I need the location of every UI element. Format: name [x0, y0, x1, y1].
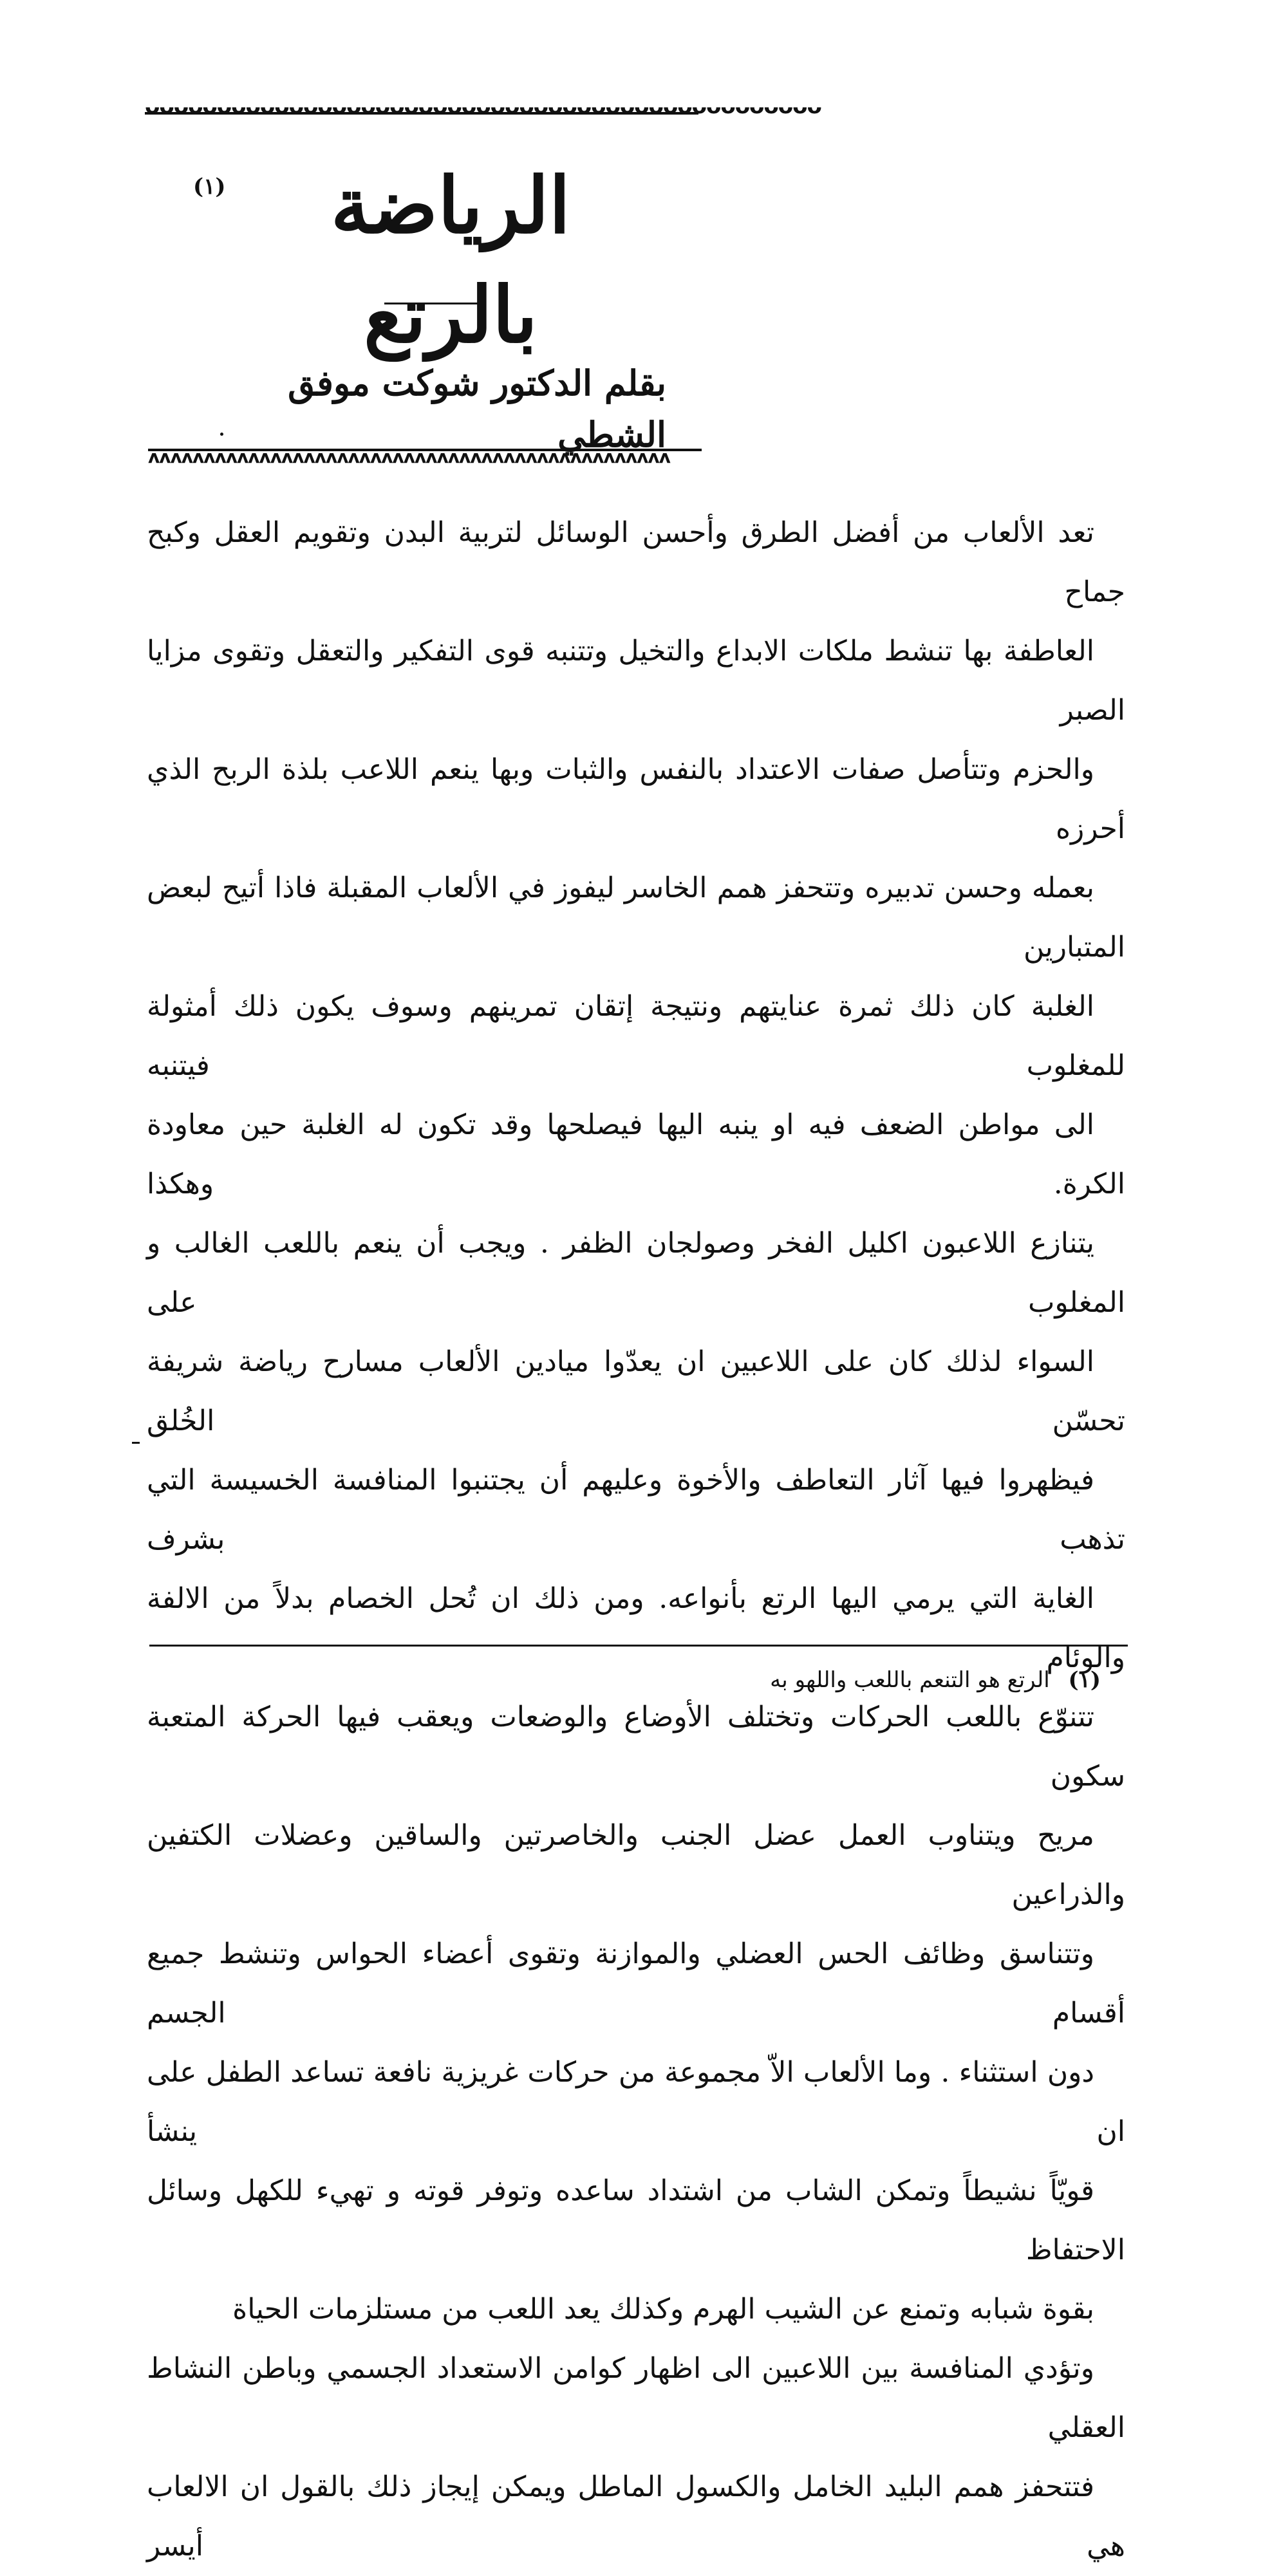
title-divider [384, 303, 483, 304]
title-footnote-marker: (١) [193, 174, 226, 200]
text-line: فتتحفز همم البليد الخامل والكسول الماطل ويمكن إيجاز ذلك بالقول ان الالعاب هي أيسر [147, 2470, 1125, 2562]
author-byline: بقلم الدكتور شوكت موفق الشطي [288, 362, 666, 455]
text-line: بقوة شبابه وتمنع عن الشيب الهرم وكذلك يعد اللعب من مستلزمات الحياة [232, 2293, 1094, 2326]
text-line: دون استثناء . وما الألعاب الاّ مجموعة من حركات غريزية نافعة تساعد الطفل على ان ينشأ [147, 2056, 1125, 2148]
footnote-divider [149, 1645, 1128, 1647]
text-line: فيظهروا فيها آثار التعاطف والأخوة وعليهم أن يجتنبوا المنافسة الخسيسة التي تذهب بشرف [147, 1464, 1125, 1556]
footnote [515, 1661, 1101, 1699]
text-line: تعد الألعاب من أفضل الطرق وأحسن الوسائل لتربية البدن وتقويم العقل وكبح جماح [147, 516, 1125, 608]
text-line: قويّاً نشيطاً وتمكن الشاب من اشتداد ساعده وتوفر قوته و تهيء للكهل وسائل الاحتفاظ [147, 2174, 1125, 2266]
text-line: والحزم وتتأصل صفات الاعتداد بالنفس والثبات وبها ينعم اللاعب بلذة الربح الذي أحرزه [147, 753, 1125, 845]
margin-mark [132, 1442, 140, 1444]
text-line: وتتناسق وظائف الحس العضلي والموازنة وتقوى أعضاء الحواس وتنشط جميع أقسام الجسم [147, 1937, 1125, 2030]
ornament-dot [220, 433, 223, 436]
paragraph-1 [147, 503, 1125, 1688]
text-line: بعمله وحسن تدبيره وتتحفز همم الخاسر ليفوز في الألعاب المقبلة فاذا أتيح لبعض المتبارين [147, 872, 1125, 964]
middle-ornament-border: ᴧᴧᴧᴧᴧᴧᴧᴧᴧᴧᴧᴧᴧᴧᴧᴧᴧᴧᴧᴧᴧᴧᴧᴧᴧᴧᴧᴧᴧᴧᴧᴧᴧᴧᴧᴧᴧᴧᴧᴧᴧᴧᴧᴧᴧᴧᴧ [148, 447, 702, 467]
text-line: وتؤدي المنافسة بين اللاعبين الى اظهار كوامن الاستعداد الجسمي وباطن النشاط العقلي [147, 2352, 1125, 2444]
top-ornament-border: ᴗᴗᴗᴗᴗᴗᴗᴗᴗᴗᴗᴗᴗᴗᴗᴗᴗᴗᴗᴗᴗᴗᴗᴗᴗᴗᴗᴗᴗᴗᴗᴗᴗᴗᴗᴗᴗᴗᴗᴗᴗᴗᴗᴗᴗᴗᴗ [145, 93, 821, 119]
text-line: الغاية التي يرمي اليها الرتع بأنواعه. ومن ذلك ان تُحل الخصام بدلاً من الالفة والوئام [147, 1582, 1125, 1674]
article-title: الرياضة بالرتع [330, 160, 571, 360]
article-body [147, 503, 1125, 2576]
text-line: مريح ويتناوب العمل عضل الجنب والخاصرتين والساقين وعضلات الكتفين والذراعين [147, 1819, 1125, 1911]
paragraph-2 [147, 1688, 1125, 2339]
text-line: الغلبة كان ذلك ثمرة عنايتهم ونتيجة إتقان تمرينهم وسوف يكون ذلك أمثولة للمغلوب فيتنبه [147, 990, 1125, 1082]
text-line: السواء لذلك كان على اللاعبين ان يعدّوا ميادين الألعاب مسارح رياضة شريفة تحسّن الخُلق [147, 1345, 1125, 1437]
footnote-number: (١) [1068, 1667, 1101, 1693]
text-line: تتنوّع باللعب الحركات وتختلف الأوضاع والوضعات ويعقب فيها الحركة المتعبة سكون [147, 1701, 1125, 1793]
footnote-text: الرتع هو التنعم باللعب واللهو به [770, 1667, 1050, 1693]
text-line: الى مواطن الضعف فيه او ينبه اليها فيصلحها وقد تكون له الغلبة حين معاودة الكرة. وهكذا [147, 1108, 1125, 1200]
paragraph-3 [147, 2339, 1125, 2576]
text-line: يتنازع اللاعبون اكليل الفخر وصولجان الظفر . ويجب أن ينعم باللعب الغالب و المغلوب على [147, 1227, 1125, 1319]
text-line: العاطفة بها تنشط ملكات الابداع والتخيل وتتنبه قوى التفكير والتعقل وتقوى مزايا الصبر [147, 635, 1125, 727]
